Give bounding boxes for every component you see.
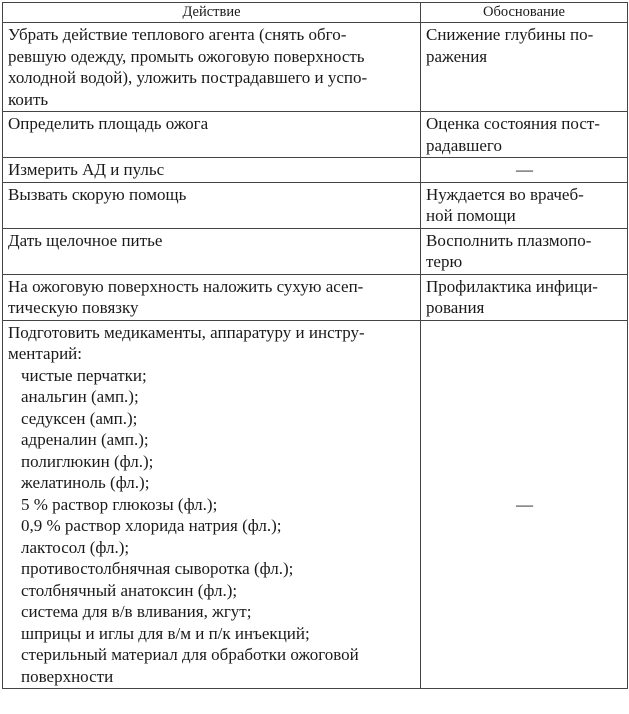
list-item: седуксен (амп.);: [21, 408, 138, 428]
list-item: чистые перчатки;: [21, 365, 147, 385]
table-row: [3, 112, 628, 158]
reason-text: радавшего: [426, 135, 502, 155]
action-text: ревшую одежду, промыть ожоговую поверхность: [8, 46, 365, 66]
action-cell: [3, 112, 421, 158]
action-text: Определить площадь ожога: [8, 114, 209, 133]
list-item: адреналин (амп.);: [21, 430, 149, 449]
reason-cell: [421, 182, 628, 228]
action-table: [2, 2, 628, 689]
action-cell: [3, 228, 421, 274]
document-page: [2, 2, 627, 689]
reason-text: ной помощи: [426, 206, 516, 225]
action-text: коить: [8, 89, 49, 109]
list-item: желатиноль (фл.);: [21, 473, 150, 492]
reason-text: рования: [426, 298, 485, 317]
list-item: 5 % раствор глюкозы (фл.);: [21, 494, 218, 514]
table-row: [3, 23, 628, 112]
action-cell: [3, 158, 421, 183]
list-item: шприцы и иглы для в/м и п/к инъекций;: [21, 623, 310, 643]
action-cell: [3, 320, 421, 689]
list-item: поверхности: [21, 666, 114, 686]
reason-cell: [421, 158, 628, 183]
action-text: На ожоговую поверхность наложить сухую асеп-: [8, 276, 364, 296]
table-row: [3, 274, 628, 320]
reason-text: терю: [426, 252, 463, 271]
action-text: Убрать действие теплового агента (снять обго-: [8, 25, 347, 44]
action-cell: [3, 23, 421, 112]
reason-dash: —: [516, 160, 533, 179]
action-cell: [3, 182, 421, 228]
table-row: [3, 228, 628, 274]
action-text: Измерить АД и пульс: [8, 160, 165, 179]
reason-text: Восполнить плазмопо-: [426, 230, 592, 250]
reason-cell: [421, 320, 628, 689]
table-header-row: [3, 3, 628, 23]
header-action: Действие: [3, 3, 421, 23]
list-item: система для в/в вливания, жгут;: [21, 602, 252, 621]
reason-cell: [421, 23, 628, 112]
list-item: столбнячный анатоксин (фл.);: [21, 580, 238, 600]
reason-text: Нуждается во врачеб-: [426, 184, 584, 204]
reason-cell: [421, 112, 628, 158]
action-text: тическую повязку: [8, 298, 139, 317]
action-text: холодной водой), уложить пострадавшего и успо-: [8, 68, 368, 87]
reason-text: Оценка состояния пост-: [426, 114, 600, 133]
action-text: Подготовить медикаменты, аппаратуру и инстру-: [8, 322, 365, 342]
table-row: [3, 158, 628, 183]
table-row: [3, 182, 628, 228]
header-reason: Обоснование: [421, 3, 628, 23]
reason-cell: [421, 228, 628, 274]
reason-cell: [421, 274, 628, 320]
list-item: 0,9 % раствор хлорида натрия (фл.);: [21, 516, 282, 535]
action-text: Дать щелочное питье: [8, 230, 163, 250]
action-text: Вызвать скорую помощь: [8, 184, 187, 204]
action-text: ментарий:: [8, 344, 83, 363]
list-item: лактосол (фл.);: [21, 537, 130, 557]
table-row: [3, 320, 628, 689]
list-item: анальгин (амп.);: [21, 387, 139, 406]
reason-text: Профилактика инфици-: [426, 276, 598, 296]
reason-text: Снижение глубины по-: [426, 25, 594, 44]
list-item: противостолбнячная сыворотка (фл.);: [21, 559, 294, 578]
list-item: стерильный материал для обработки ожоговой: [21, 645, 359, 664]
action-cell: [3, 274, 421, 320]
reason-text: ражения: [426, 46, 488, 66]
reason-dash: —: [516, 494, 533, 514]
list-item: полиглюкин (фл.);: [21, 451, 154, 471]
